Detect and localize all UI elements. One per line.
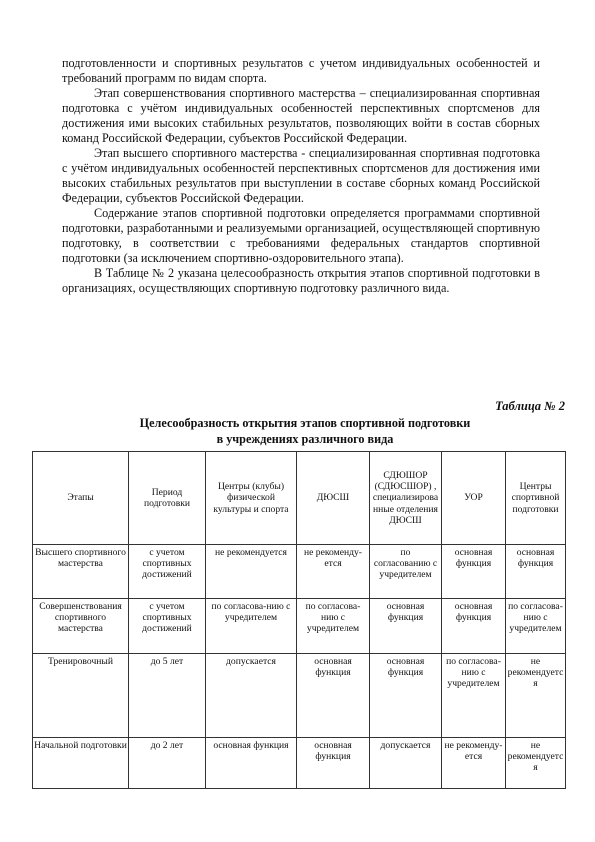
table-cell: не рекоменду-ется xyxy=(442,738,506,789)
table-title xyxy=(100,415,510,447)
table-cell: основная функция xyxy=(297,654,370,738)
paragraph: Содержание этапов спортивной подготовки определяется программами спортивной подготовки, разработанными и реализуемыми организацией, осуществляющей спортивную подготовку, в соответствии с требованиями федеральных стандартов спортивной подготовки (за исключением спортивно-оздоровительного этапа). xyxy=(62,206,540,265)
stages-table xyxy=(32,451,566,789)
table-cell: Совершенствования спортивного мастерства xyxy=(33,599,129,654)
paragraph: подготовленности и спортивных результатов с учетом индивидуальных особенностей и требований программ по видам спорта. xyxy=(62,56,540,85)
table-cell: не рекомендуется xyxy=(506,654,566,738)
table-cell: до 2 лет xyxy=(129,738,206,789)
table-cell: по согласова-нию с учредителем xyxy=(297,599,370,654)
table-cell: по согласова-нию с учредителем xyxy=(442,654,506,738)
column-header: Этапы xyxy=(33,452,129,545)
table-cell: до 5 лет xyxy=(129,654,206,738)
column-header: СДЮШОР (СДЮСШОР) , специализированные отделения ДЮСШ xyxy=(370,452,442,545)
table-cell: основная функция xyxy=(370,654,442,738)
table-cell: по согласованию с учредителем xyxy=(370,545,442,599)
column-header: Центры (клубы) физической культуры и спорта xyxy=(206,452,297,545)
table-cell: по согласова-нию с учредителем xyxy=(206,599,297,654)
table-row xyxy=(33,738,566,789)
paragraph: Этап высшего спортивного мастерства - специализированная спортивная подготовка с учётом индивидуальных особенностей перспективных спортсменов для достижения ими высоких стабильных результатов при выступлении в составе сборных команд Российской Федерации, субъектов Российской Федерации. xyxy=(62,146,540,205)
table-cell: основная функция xyxy=(297,738,370,789)
table-cell: допускается xyxy=(206,654,297,738)
table-cell: основная функция xyxy=(442,545,506,599)
column-header: УОР xyxy=(442,452,506,545)
table-header-row xyxy=(33,452,566,545)
table-row xyxy=(33,654,566,738)
table-cell: по согласова-нию с учредителем xyxy=(506,599,566,654)
table-number-label: Таблица № 2 xyxy=(495,399,565,413)
paragraph: В Таблице № 2 указана целесообразность открытия этапов спортивной подготовки в организациях, осуществляющих спортивную подготовку различного вида. xyxy=(62,266,540,295)
table-cell: не рекомендуется xyxy=(506,738,566,789)
table-title-line: в учреждениях различного вида xyxy=(216,432,394,446)
table-cell: основная функция xyxy=(442,599,506,654)
table-cell: Начальной подготовки xyxy=(33,738,129,789)
table-cell: основная функция xyxy=(506,545,566,599)
table-cell: основная функция xyxy=(206,738,297,789)
column-header: Центры спортивной подготовки xyxy=(506,452,566,545)
table-cell: Высшего спортивного мастерства xyxy=(33,545,129,599)
table-cell: не рекоменду-ется xyxy=(297,545,370,599)
body-text xyxy=(62,56,540,296)
table-cell: не рекомендуется xyxy=(206,545,297,599)
table-cell: допускается xyxy=(370,738,442,789)
table-title-line: Целесообразность открытия этапов спортивной подготовки xyxy=(139,416,471,430)
paragraph: Этап совершенствования спортивного мастерства – специализированная спортивная подготовка с учётом индивидуальных особенностей перспективных спортсменов для достижения ими высоких стабильных результатов, позволяющих войти в состав сборных команд Российской Федерации, субъектов Российской Федерации. xyxy=(62,86,540,145)
table-cell: с учетом спортивных достижений xyxy=(129,545,206,599)
table-cell: с учетом спортивных достижений xyxy=(129,599,206,654)
table-row xyxy=(33,545,566,599)
table-cell: основная функция xyxy=(370,599,442,654)
table-cell: Тренировочный xyxy=(33,654,129,738)
column-header: ДЮСШ xyxy=(297,452,370,545)
table-row xyxy=(33,599,566,654)
column-header: Период подготовки xyxy=(129,452,206,545)
